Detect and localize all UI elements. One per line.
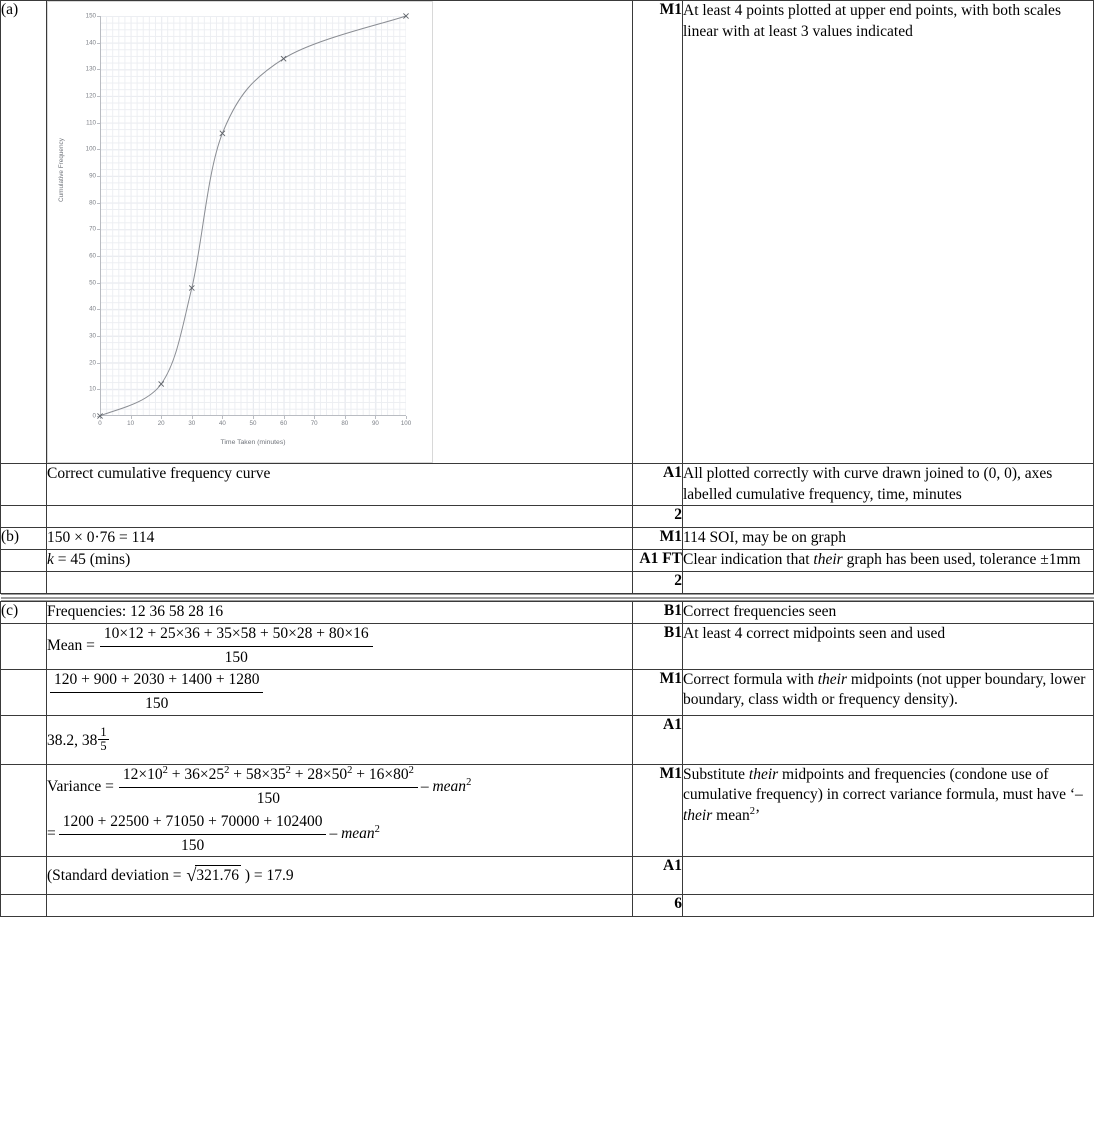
- table-row: [1, 669, 1094, 715]
- work-c-mean: [47, 623, 633, 669]
- y-tick-10: 10: [89, 385, 96, 393]
- y-tick-100: 100: [85, 145, 96, 153]
- note-b-pre: Clear indication that: [683, 551, 814, 569]
- note-var-exp: 2: [749, 805, 755, 817]
- note-b-m1: 114 SOI, may be on graph: [683, 528, 1094, 550]
- question-label-blank: [1, 715, 47, 764]
- x-tick-mark: [131, 416, 132, 419]
- data-point-60-134: [281, 56, 286, 61]
- variance-numerator: $12\times 10^2 + 36\times 25^2 + 58\times 35^2 + 28\times 50^2 + 16\times 80^2$: [119, 765, 418, 788]
- table-row-total: [1, 506, 1094, 528]
- cumulative-frequency-graph-cell: [47, 1, 633, 464]
- question-label-c: (c): [1, 601, 47, 623]
- mark-c-b1-midpoints: B1: [633, 623, 683, 669]
- note-b-a1ft: [683, 550, 1094, 572]
- x-tick-mark: [314, 416, 315, 419]
- note-blank: [683, 506, 1094, 528]
- question-label-b: (b): [1, 528, 47, 550]
- question-label-blank: [1, 669, 47, 715]
- question-label-blank: [1, 857, 47, 895]
- y-tick-130: 130: [85, 65, 96, 73]
- minus-mean-squared-2: – mean$^2$: [329, 823, 380, 842]
- equals-sign: =: [47, 824, 56, 842]
- y-tick-50: 50: [89, 279, 96, 287]
- mean-word-2: mean: [341, 824, 375, 842]
- table-row: [1, 601, 1094, 623]
- x-tick-70: 70: [310, 420, 318, 427]
- work-c-mean-value: [47, 715, 633, 764]
- question-label-a: (a): [1, 1, 47, 464]
- radical-sign: √: [186, 865, 197, 886]
- y-axis-label: Cumulative Frequency: [58, 138, 65, 202]
- mean-exponent: 2: [466, 776, 472, 788]
- table-row: [1, 857, 1094, 895]
- variance-eval-numerator: 1200 + 22500 + 71050 + 70000 + 102400: [59, 812, 327, 835]
- mark-c-b1-freq: B1: [633, 601, 683, 623]
- y-tick-90: 90: [89, 172, 96, 180]
- table-row: [1, 464, 1094, 506]
- x-tick-mark: [345, 416, 346, 419]
- note-c-mean-pre: Correct formula with: [683, 670, 818, 688]
- note-a-m1: At least 4 points plotted at upper end points, with both scales linear with at least 3 values indicated: [683, 1, 1094, 464]
- sd-suffix: ) = 17.9: [240, 867, 294, 885]
- note-var-em2: their: [683, 807, 713, 825]
- mean-fraction: [100, 624, 373, 669]
- y-tick-110: 110: [86, 119, 96, 127]
- total-marks-a: 2: [633, 506, 683, 528]
- mean-decimal: 38.2, 38: [47, 731, 98, 749]
- work-blank: [47, 506, 633, 528]
- x-tick-mark: [406, 416, 407, 419]
- cumulative-frequency-curve: [100, 16, 406, 416]
- table-row: [1, 550, 1094, 572]
- mean-word: mean: [432, 777, 467, 795]
- question-label-blank: [1, 571, 47, 593]
- y-tick-120: 120: [85, 92, 96, 100]
- mean-denominator: 150: [224, 648, 248, 666]
- question-label-blank: [1, 764, 47, 857]
- work-c-mean-eval: [47, 669, 633, 715]
- y-tick-0: 0: [92, 412, 96, 420]
- note-c-m1-mean: [683, 669, 1094, 715]
- note-b-em: their: [813, 551, 843, 569]
- note-c-m1-variance: [683, 764, 1094, 857]
- y-tick-140: 140: [85, 39, 96, 47]
- table-row: [1, 623, 1094, 669]
- data-point-20-12: [159, 381, 164, 386]
- question-label-blank: [1, 464, 47, 506]
- mean-eval-numerator: 120 + 900 + 2030 + 1400 + 1280: [50, 670, 263, 693]
- y-tick-150: 150: [85, 12, 96, 20]
- mean-mixed-fraction: [98, 726, 108, 754]
- y-tick-80: 80: [89, 199, 96, 207]
- mark-b-m1: M1: [633, 528, 683, 550]
- mark-c-m1-variance: M1: [633, 764, 683, 857]
- work-b-2: [47, 550, 633, 572]
- x-tick-80: 80: [341, 420, 349, 427]
- work-b-2-rest: = 45 (mins): [53, 551, 131, 569]
- x-axis-label: Time Taken (minutes): [220, 439, 286, 446]
- y-tick-60: 60: [89, 252, 96, 260]
- note-var-mean: mean: [712, 807, 750, 825]
- x-tick-90: 90: [371, 420, 379, 427]
- note-c-mean-em: their: [817, 670, 848, 688]
- note-var-end: ’: [755, 807, 761, 825]
- plot-area: [85, 12, 412, 427]
- y-tick-40: 40: [89, 305, 96, 313]
- mean-lead: Mean =: [47, 636, 95, 654]
- question-label-blank: [1, 506, 47, 528]
- x-tick-0: 0: [98, 420, 102, 427]
- mean-numerator: 10×12 + 25×36 + 35×58 + 50×28 + 80×16: [100, 624, 373, 647]
- table-row: [1, 1, 1094, 464]
- graph-image: [47, 1, 433, 463]
- work-c-frequencies: Frequencies: 12 36 58 28 16: [47, 601, 633, 623]
- mark-b-a1ft: A1 FT: [633, 550, 683, 572]
- note-c-b1-midpoints: At least 4 correct midpoints seen and used: [683, 623, 1094, 669]
- variable-k: k: [47, 551, 54, 569]
- x-tick-10: 10: [127, 420, 135, 427]
- table-row: [1, 715, 1094, 764]
- table-row: [1, 764, 1094, 857]
- x-tick-50: 50: [249, 420, 257, 427]
- total-marks-c: 6: [633, 895, 683, 917]
- mark-c-a1-mean: A1: [633, 715, 683, 764]
- work-c-sd: [47, 857, 633, 895]
- data-point-40-106: [220, 131, 225, 136]
- note-var-em1: their: [748, 765, 779, 783]
- table-row-total: [1, 895, 1094, 917]
- work-c-variance: [47, 764, 633, 857]
- note-c-b1-freq: Correct frequencies seen: [683, 601, 1094, 623]
- x-tick-mark: [284, 416, 285, 419]
- note-c-a1-sd: [683, 857, 1094, 895]
- mark-c-a1-sd: A1: [633, 857, 683, 895]
- variance-eval-denominator: 150: [180, 836, 205, 854]
- curve-path: [100, 16, 406, 416]
- note-blank: [683, 571, 1094, 593]
- work-b-1: 150 × 0·76 = 114: [47, 528, 633, 550]
- mark-a-a1: A1: [633, 464, 683, 506]
- y-tick-20: 20: [89, 359, 96, 367]
- mark-c-m1-mean: M1: [633, 669, 683, 715]
- x-tick-60: 60: [280, 420, 288, 427]
- x-tick-mark: [375, 416, 376, 419]
- minus-mean-squared: – mean$^2$: [420, 776, 472, 795]
- y-tick-70: 70: [89, 225, 96, 233]
- mixed-numerator: 1: [100, 724, 107, 739]
- variance-fraction: [119, 765, 418, 810]
- work-blank: [47, 895, 633, 917]
- sd-prefix: (Standard deviation =: [47, 867, 186, 885]
- x-tick-40: 40: [218, 420, 226, 427]
- note-c-mean-post: midpoints (not upper boundary, lower boundary, class width or frequency density).: [683, 670, 1086, 709]
- note-var-pre: Substitute: [683, 765, 749, 783]
- question-label-blank: [1, 895, 47, 917]
- variance-lead: Variance =: [47, 777, 114, 795]
- note-var-mid: midpoints and frequencies (condone use of cumulative frequency) in correct variance formula, must have ‘–: [683, 765, 1083, 804]
- question-label-blank: [1, 623, 47, 669]
- square-root: [185, 863, 241, 888]
- x-tick-30: 30: [188, 420, 196, 427]
- note-a-a1: All plotted correctly with curve drawn joined to (0, 0), axes labelled cumulative frequency, time, minutes: [683, 464, 1094, 506]
- x-tick-mark: [253, 416, 254, 419]
- note-blank: [683, 895, 1094, 917]
- radicand: 321.76: [195, 865, 241, 887]
- table-row: [1, 528, 1094, 550]
- mean-exponent-2: 2: [374, 823, 380, 835]
- table-row-total: [1, 571, 1094, 593]
- question-label-blank: [1, 550, 47, 572]
- x-tick-mark: [192, 416, 193, 419]
- total-marks-b: 2: [633, 571, 683, 593]
- variance-denominator: 150: [256, 789, 280, 807]
- x-tick-20: 20: [157, 420, 165, 427]
- x-tick-mark: [161, 416, 162, 419]
- y-tick-30: 30: [89, 332, 96, 340]
- x-tick-mark: [222, 416, 223, 419]
- note-c-a1-mean: [683, 715, 1094, 764]
- work-a-curve: Correct cumulative frequency curve: [47, 464, 633, 506]
- x-tick-100: 100: [400, 420, 412, 427]
- note-b-post: graph has been used, tolerance ±1mm: [842, 551, 1081, 569]
- mean-eval-fraction: [50, 670, 263, 715]
- section-separator: [1, 593, 1094, 601]
- work-blank: [47, 571, 633, 593]
- mean-eval-denominator: 150: [145, 694, 169, 712]
- data-point-100-150: [403, 13, 408, 18]
- mixed-denominator: 5: [100, 739, 107, 754]
- variance-eval-fraction: [59, 812, 327, 857]
- mark-a-m1: M1: [633, 1, 683, 464]
